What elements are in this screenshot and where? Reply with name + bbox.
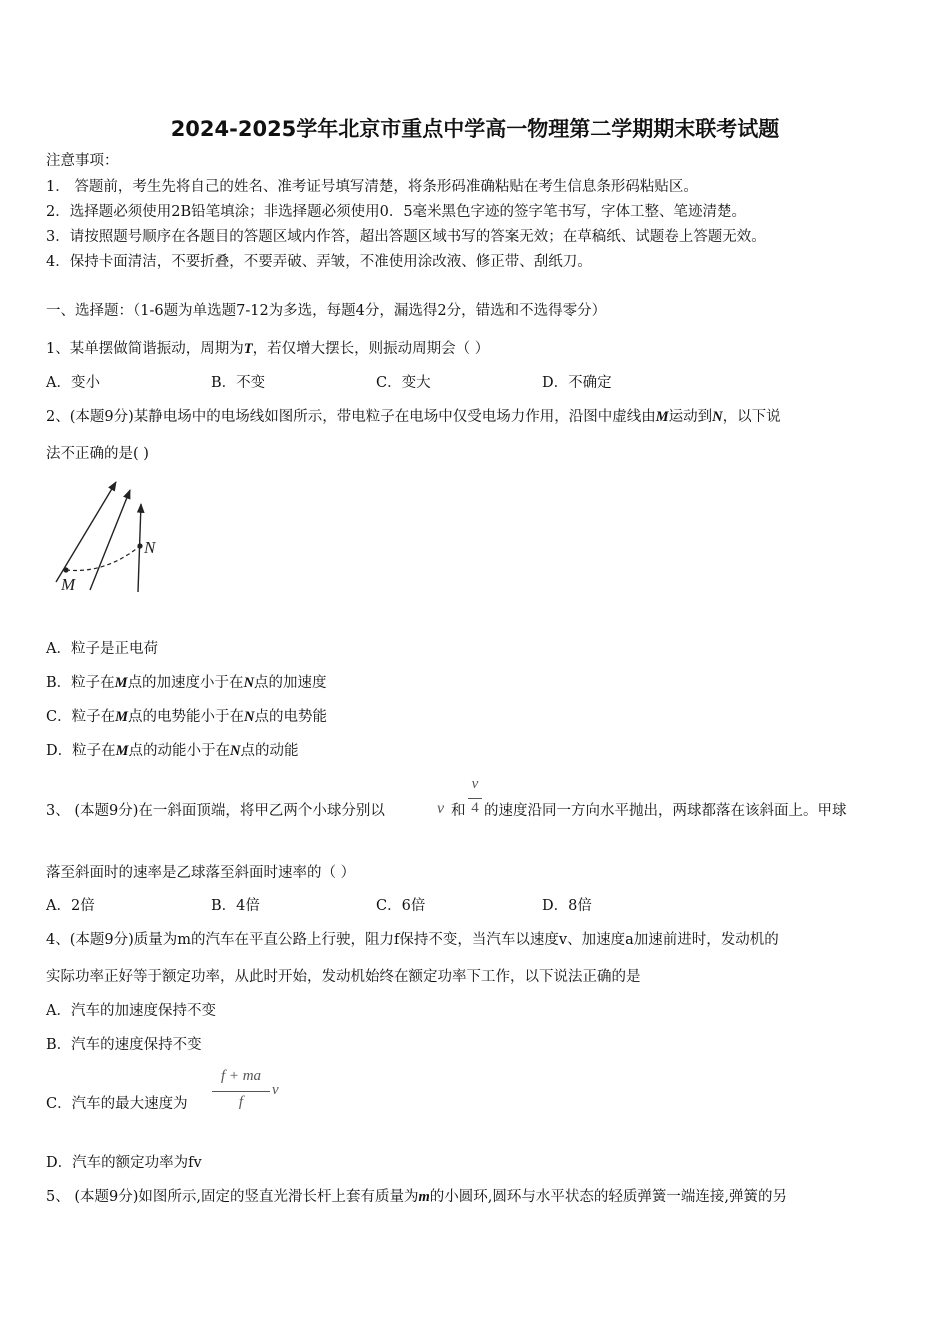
notice-item-3: 3．请按照题号顺序在各题目的答题区域内作答，超出答题区域书写的答案无效；在草稿纸、试题卷上答题无效。 [46, 229, 766, 245]
point-N-dot [137, 543, 142, 548]
q3-option-a: A．2倍 [46, 898, 95, 914]
notice-item-1: 1． 答题前，考生先将自己的姓名、准考证号填写清楚，将条形码准确粘贴在考生信息条形码粘贴区。 [46, 179, 698, 195]
q4-option-b: B．汽车的速度保持不变 [46, 1037, 202, 1053]
q4-frac-bar [212, 1091, 270, 1092]
question-3-line-1-part-a: 3、 (本题9分)在一斜面顶端，将甲乙两个小球分别以 [46, 803, 385, 819]
q4-option-c: C．汽车的最大速度为 [46, 1096, 188, 1112]
q2-option-b [46, 673, 327, 693]
q2-optb-b: 点的加速度小于在 [127, 675, 244, 691]
field-line-1 [56, 482, 116, 582]
q3-and: 和 [451, 803, 466, 819]
q4-option-d: D．汽车的额定功率为fv [46, 1155, 202, 1171]
q2-text-a: 2、(本题9分)某静电场中的电场线如图所示，带电粒子在电场中仅受电场力作用，沿图中虚线由 [46, 409, 656, 425]
q3-option-b: B．4倍 [211, 898, 260, 914]
fig-label-N: N [144, 538, 156, 557]
q2-optb-c: 点的加速度 [254, 675, 327, 691]
question-1-stem [46, 339, 489, 359]
q2-symbol-M: M [655, 409, 669, 425]
q4-frac-den: f [238, 1094, 244, 1110]
q2-text-c: ，以下说 [722, 409, 781, 425]
q1-option-c: C．变大 [376, 375, 431, 391]
q1-stem-a: 1、某单摆做简谐振动，周期为 [46, 341, 244, 357]
q3-fraction [468, 776, 482, 822]
question-3-line-2: 落至斜面时的速率是乙球落至斜面时速率的（ ） [46, 865, 356, 881]
q2-optc-b: 点的电势能小于在 [128, 709, 245, 725]
q3-frac-num: v [471, 776, 479, 792]
notice-item-2: 2．选择题必须使用2B铅笔填涂；非选择题必须使用0．5毫米黑色字迹的签字笔书写，字体工整、笔迹清楚。 [46, 204, 747, 220]
question-4-line-2: 实际功率正好等于额定功率，从此时开始，发动机始终在额定功率下工作，以下说法正确的是 [46, 969, 641, 985]
q2-optb-M: M [114, 675, 128, 691]
q4-frac-num: f + ma [220, 1068, 262, 1084]
q4-fraction [212, 1068, 270, 1118]
q2-optb-a: B．粒子在 [46, 675, 115, 691]
q5-text-a: 5、 (本题9分)如图所示,固定的竖直光滑长杆上套有质量为 [46, 1189, 419, 1205]
question-2-line-2: 法不正确的是( ) [46, 446, 149, 462]
q2-option-a: A．粒子是正电荷 [46, 641, 158, 657]
q2-option-d [46, 741, 299, 761]
q4-optc-v: v [272, 1082, 279, 1098]
q1-symbol-T: T [243, 341, 253, 357]
q1-stem-b: ，若仅增大摆长，则振动周期会（ ） [252, 341, 490, 357]
q2-optb-N: N [243, 675, 255, 691]
q5-symbol-m: m [418, 1189, 430, 1205]
q2-optd-c: 点的动能 [240, 743, 299, 759]
q2-optc-M: M [115, 709, 129, 725]
q2-text-b: 运动到 [668, 409, 713, 425]
q4-option-a: A．汽车的加速度保持不变 [46, 1003, 216, 1019]
point-M-dot [63, 567, 68, 572]
electric-field-figure [50, 476, 170, 598]
q3-frac-den: 4 [471, 800, 479, 816]
q3-frac-bar [468, 798, 482, 799]
field-line-2 [90, 490, 130, 590]
q1-option-b: B．不变 [211, 375, 266, 391]
q3-option-c: C．6倍 [376, 898, 426, 914]
q5-text-b: 的小圆环,圆环与水平状态的轻质弹簧一端连接,弹簧的另 [429, 1189, 787, 1205]
q2-option-c [46, 707, 327, 727]
q1-option-a: A．变小 [46, 375, 100, 391]
q3-symbol-v: v [437, 800, 445, 817]
section-heading: 一、选择题：（1-6题为单选题7-12为多选，每题4分，漏选得2分，错选和不选得零分） [46, 303, 607, 319]
q2-optd-b: 点的动能小于在 [128, 743, 231, 759]
notice-item-4: 4．保持卡面清洁，不要折叠，不要弄破、弄皱，不准使用涂改液、修正带、刮纸刀。 [46, 254, 592, 270]
question-4-line-1: 4、(本题9分)质量为m的汽车在平直公路上行驶，阻力f保持不变，当汽车以速度v、加速度a加速前进时，发动机的 [46, 932, 779, 948]
q2-optd-M: M [115, 743, 129, 759]
page-title: 2024-2025学年北京市重点中学高一物理第二学期期末联考试题 [170, 117, 780, 141]
q2-optc-N: N [244, 709, 255, 725]
q2-optc-c: 点的电势能 [254, 709, 327, 725]
notice-heading: 注意事项： [46, 153, 119, 169]
question-3-line-1-part-b: 的速度沿同一方向水平抛出，两球都落在该斜面上。甲球 [484, 803, 847, 819]
question-2-line-1 [46, 407, 781, 427]
q2-symbol-N: N [712, 409, 723, 425]
question-5-line-1 [46, 1187, 787, 1207]
q2-optd-N: N [230, 743, 241, 759]
q2-optd-a: D．粒子在 [46, 743, 116, 759]
fig-label-M: M [61, 575, 76, 594]
q2-optc-a: C．粒子在 [46, 709, 116, 725]
q3-option-d: D．8倍 [542, 898, 592, 914]
q1-option-d: D．不确定 [542, 375, 612, 391]
